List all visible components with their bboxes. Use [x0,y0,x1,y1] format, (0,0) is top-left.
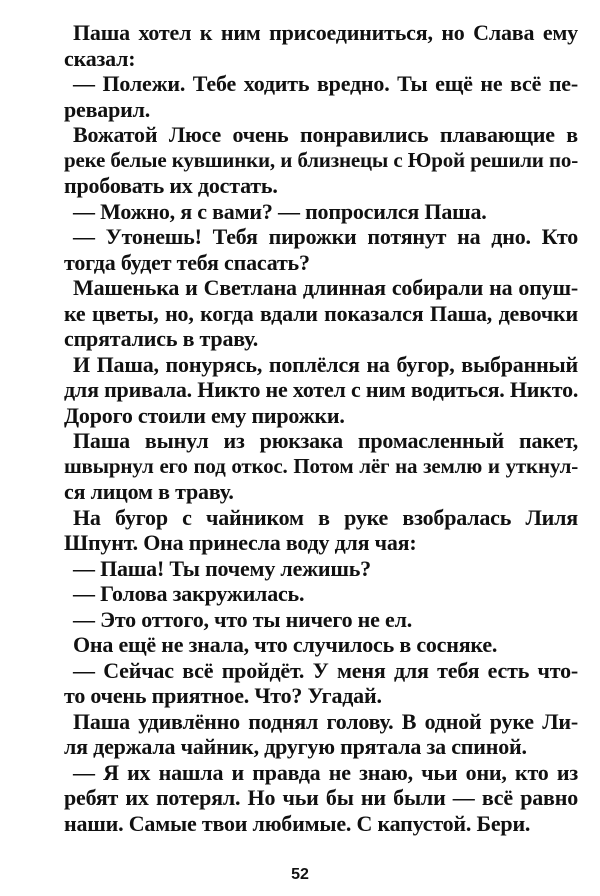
text-line: реке белые кувшинки, и близнецы с Юрой решили по- [64,147,578,172]
text-line: спрятались в траву. [64,326,259,351]
text-line: ля держала чайник, другую прятала за спиной. [64,734,527,759]
text-line: Машенька и Светлана длинная собирали на опуш- [73,275,578,300]
text-line: — Сейчас всё пройдёт. У меня для тебя есть что- [73,657,578,683]
text-line: — Паша! Ты почему лежишь? [73,555,371,581]
text-line: то очень приятное. Что? Угадай. [64,683,382,708]
body-text [64,20,578,836]
text-line: Паша вынул из рюкзака промасленный пакет, [73,428,578,453]
text-line: — Это оттого, что ты ничего не ел. [73,606,413,632]
text-line: сказал: [64,45,136,71]
text-line: швырнул его под откос. Потом лёг на землю и уткнул- [64,453,578,478]
text-line: И Паша, понурясь, поплёлся на бугор, выбранный [73,351,578,377]
text-line: — Голова закружилась. [73,581,305,606]
page-number: 52 [291,866,309,883]
text-line: Паша хотел к ним присоединиться, но Слава ему [73,20,578,45]
text-line: реварил. [64,96,151,122]
text-line: ребят их потерял. Но чьи бы ни были — всё равно [64,785,578,810]
text-line: ке цветы, но, когда вдали показался Паша, девочки [64,300,578,326]
text-line: Вожатой Люсе очень понравились плавающие в [73,122,578,147]
text-line: Шпунт. Она принесла воду для чая: [64,530,417,555]
text-line: На бугор с чайником в руке взобралась Лиля [73,504,578,530]
text-line: Дорого стоили ему пирожки. [64,402,345,428]
text-line: — Можно, я с вами? — попросился Паша. [73,198,487,224]
text-line: ся лицом в траву. [64,479,234,504]
text-line: тогда будет тебя спасать? [64,249,310,275]
text-line: Она ещё не знала, что случилось в сосняке. [73,632,498,657]
text-line: — Утонешь! Тебя пирожки потянут на дно. Кто [73,224,578,249]
text-line: Паша удивлённо поднял голову. В одной руке Ли- [73,708,578,734]
text-line: — Я их нашла и правда не знаю, чьи они, кто из [73,759,578,785]
text-line: для привала. Никто не хотел с ним водиться. Никто. [64,377,579,402]
text-line: пробовать их достать. [64,173,278,198]
text-line: — Полежи. Тебе ходить вредно. Ты ещё не всё пе- [73,71,578,96]
text-line: наши. Самые твои любимые. С капустой. Бери. [64,810,531,836]
